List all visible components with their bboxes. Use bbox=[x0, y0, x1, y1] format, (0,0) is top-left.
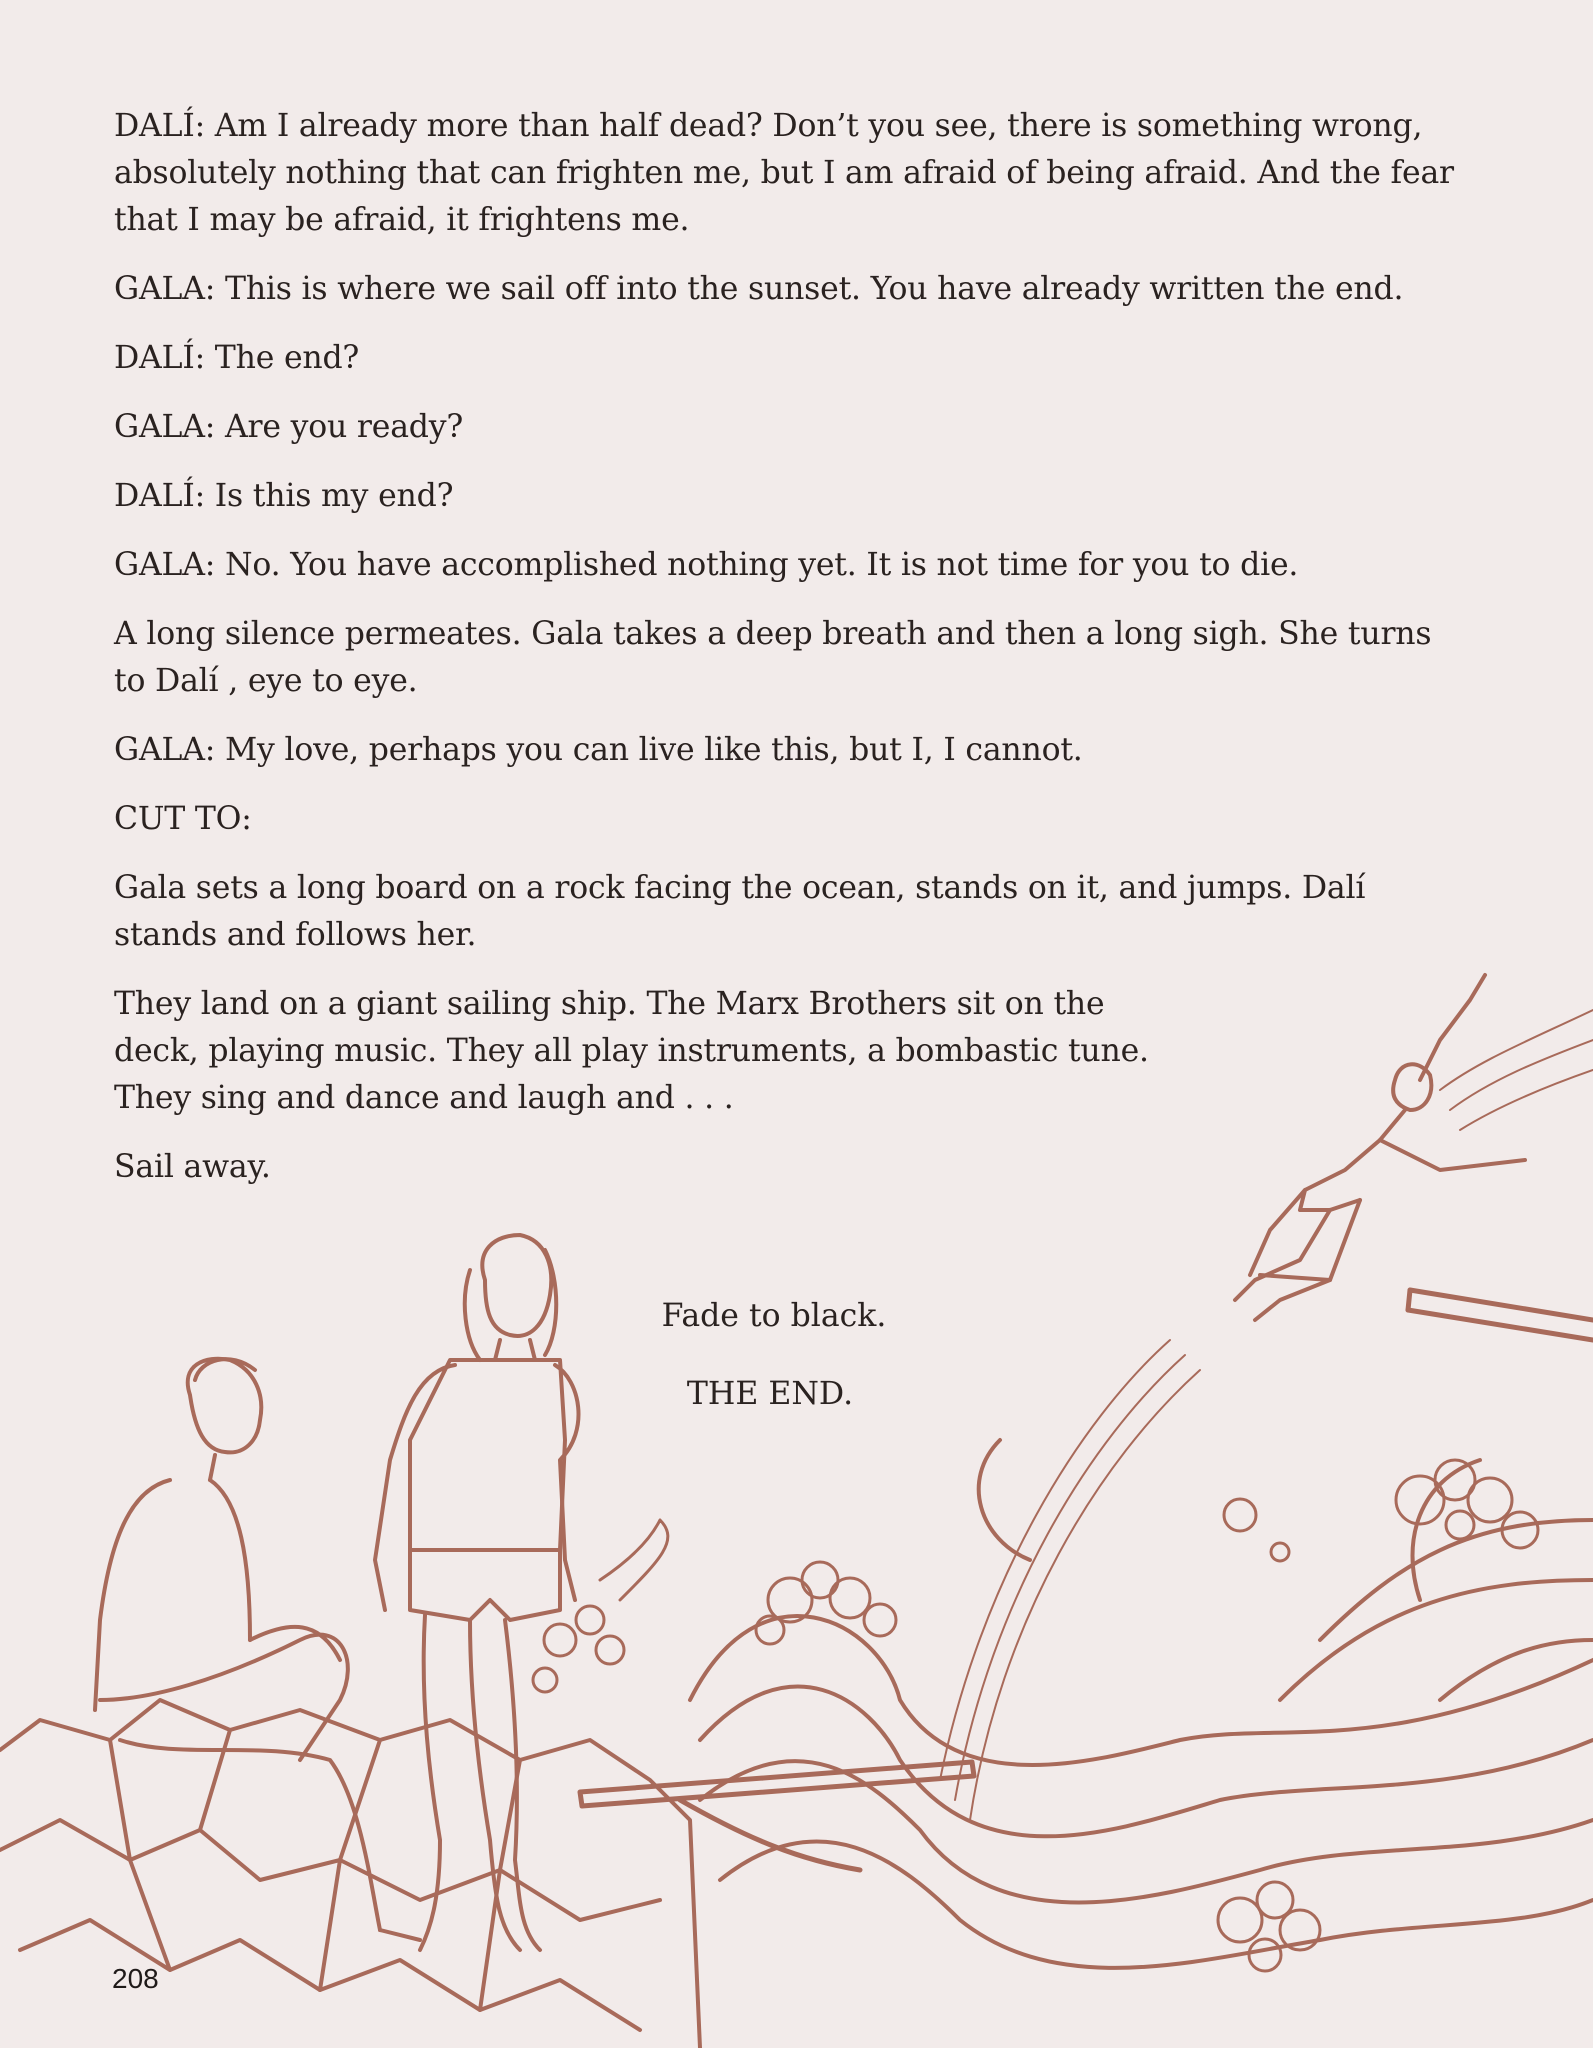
dialogue-dali-2: DALÍ: The end? bbox=[114, 340, 360, 376]
stage-direction-jump: Gala sets a long board on a rock facing the ocean, stands on it, and jumps. Dalí stands and follows her. bbox=[114, 870, 1366, 953]
dialogue-dali-3: DALÍ: Is this my end? bbox=[114, 478, 454, 514]
stage-direction-sail: Sail away. bbox=[114, 1149, 271, 1185]
rocks bbox=[0, 1700, 700, 2048]
wave-foam bbox=[533, 1460, 1538, 1971]
dialogue-gala-3: GALA: No. You have accomplished nothing yet. It is not time for you to die. bbox=[114, 547, 1299, 583]
fade-to-black: Fade to black. bbox=[661, 1298, 887, 1334]
dialogue-gala-4: GALA: My love, perhaps you can live like this, but I, I cannot. bbox=[114, 732, 1083, 768]
dialogue-gala-2: GALA: Are you ready? bbox=[114, 409, 464, 445]
dialogue-dali-1: DALÍ: Am I already more than half dead? Don’t you see, there is something wrong, absolutely nothing that can frighten me, but I am afraid of being afraid. And the fear that I may be afraid, it frightens me. bbox=[114, 108, 1454, 238]
standing-woman-figure bbox=[375, 1235, 579, 1950]
dialogue-gala-1: GALA: This is where we sail off into the sunset. You have already written the end. bbox=[114, 271, 1404, 307]
transition-cut: CUT TO: bbox=[114, 801, 252, 837]
script-text bbox=[114, 103, 1454, 1213]
the-end: THE END. bbox=[686, 1376, 854, 1412]
page-number: 208 bbox=[112, 1963, 159, 1994]
ocean-waves bbox=[690, 1440, 1593, 1968]
stage-direction-ship: They land on a giant sailing ship. The Marx Brothers sit on the deck, playing music. They all play instruments, a bombastic tune. They sing and dance and laugh and . . . bbox=[114, 986, 1149, 1116]
stage-direction-silence: A long silence permeates. Gala takes a deep breath and then a long sigh. She turns to Dalí , eye to eye. bbox=[114, 616, 1432, 699]
